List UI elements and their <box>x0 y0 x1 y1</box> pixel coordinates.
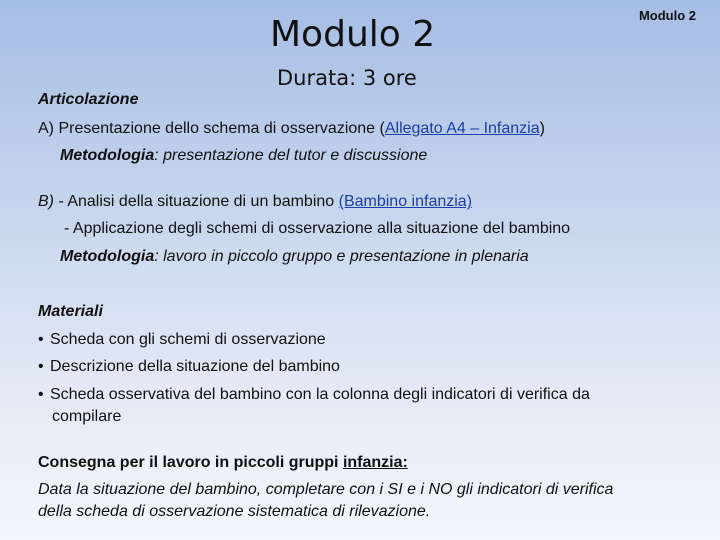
corner-label: Modulo 2 <box>638 8 696 23</box>
list-item: • Scheda osservativa del bambino con la colonna degli indicatori di verifica da <box>38 386 590 403</box>
slide-title: Modulo 2 <box>270 14 436 55</box>
infanzia-link[interactable]: infanzia: <box>342 454 408 471</box>
consegna-text-line2: della scheda di osservazione sistematica di rilevazione. <box>38 503 431 520</box>
articolazione-heading: Articolazione <box>38 91 139 108</box>
item-a-prefix: A) Presentazione dello schema di osservazione ( <box>38 120 385 137</box>
method-label: Metodologia <box>60 147 155 164</box>
method-text: : lavoro in piccolo gruppo e presentazione in plenaria <box>154 248 529 265</box>
list-item: • Scheda con gli schemi di osservazione <box>38 331 326 348</box>
item-b-letter: B) <box>38 193 54 210</box>
item-a-suffix: ) <box>539 120 545 137</box>
bambino-link[interactable]: (Bambino infanzia) <box>338 193 473 210</box>
allegato-link[interactable]: Allegato A4 – Infanzia <box>384 120 540 137</box>
item-b-line2: - Applicazione degli schemi di osservazione alla situazione del bambino <box>64 220 571 237</box>
bullet-icon: • <box>38 331 44 348</box>
item-a-method <box>60 147 427 165</box>
duration: Durata: 3 ore <box>277 66 417 90</box>
consegna-label: Consegna per il lavoro in piccoli gruppi <box>38 454 343 471</box>
item-a <box>38 120 545 138</box>
consegna-text-line1: Data la situazione del bambino, completare con i SI e i NO gli indicatori di verifica <box>38 481 614 498</box>
item-b-text: - Analisi della situazione di un bambino <box>54 193 339 210</box>
bullet-icon: • <box>38 358 44 375</box>
method-text: : presentazione del tutor e discussione <box>154 147 428 164</box>
materiali-heading: Materiali <box>38 303 103 320</box>
list-item: • Descrizione della situazione del bambino <box>38 358 340 375</box>
item-b-method <box>60 248 529 266</box>
method-label: Metodologia <box>60 248 155 265</box>
list-item-continuation: compilare <box>52 408 122 425</box>
consegna-heading <box>38 454 408 472</box>
item-b-line1 <box>38 193 472 211</box>
bullet-icon: • <box>38 386 44 403</box>
